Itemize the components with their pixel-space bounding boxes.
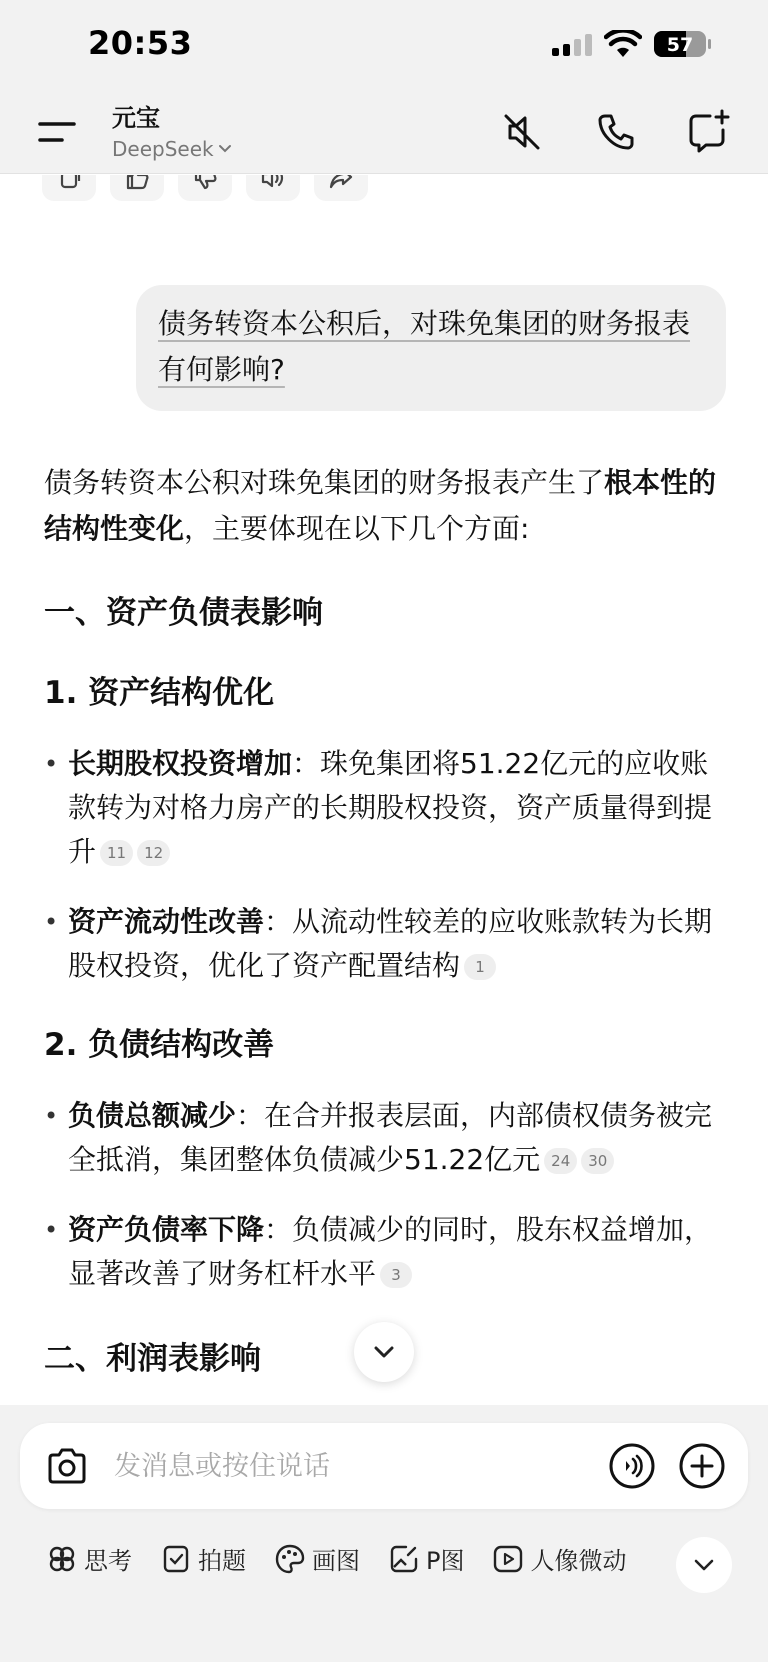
think-icon (46, 1543, 78, 1575)
thumbs-up-icon (124, 175, 150, 191)
citation-badge[interactable]: 3 (380, 1262, 412, 1288)
citation-badge[interactable]: 24 (544, 1148, 577, 1174)
message-input[interactable] (114, 1423, 594, 1509)
tool-label: 人像微动 (530, 1547, 627, 1575)
video-icon (492, 1543, 524, 1575)
copy-button[interactable] (42, 175, 96, 201)
citation-badge[interactable]: 1 (464, 954, 496, 980)
tool-label: 拍题 (198, 1547, 246, 1575)
cellular-signal-icon (552, 34, 594, 56)
model-selector[interactable] (112, 137, 232, 161)
model-name: DeepSeek (112, 137, 214, 161)
section-heading: 二、利润表影响 (44, 1341, 261, 1377)
chevron-down-icon (372, 1344, 396, 1360)
battery-level: 57 (666, 34, 694, 56)
dislike-button[interactable] (178, 175, 232, 201)
title-block (112, 98, 232, 161)
list-item: • 负债总额减少：在合并报表层面，内部债权债务被完全抵消，集团整体负债减少51.22亿元 24 30 (44, 1094, 724, 1182)
copy-icon (56, 175, 82, 191)
list-item: • 长期股权投资增加：珠免集团将51.22亿元的应收账款转为对格力房产的长期股权投资，资产质量得到提升 11 12 (44, 742, 724, 874)
chat-header (0, 90, 768, 174)
status-bar (0, 0, 768, 90)
user-message-bubble[interactable] (136, 285, 726, 411)
tool-label: 思考 (84, 1547, 132, 1575)
new-chat-icon[interactable] (684, 108, 732, 156)
read-aloud-button[interactable] (246, 175, 300, 201)
answer-intro: 债务转资本公积对珠免集团的财务报表产生了根本性的结构性变化，主要体现在以下几个方面: (44, 466, 717, 545)
chevron-down-icon (693, 1558, 715, 1572)
photo-question-icon (160, 1543, 192, 1575)
section-heading: 一、资产负债表影响 (44, 595, 323, 631)
share-icon (328, 175, 354, 191)
tool-image-edit-button[interactable] (388, 1541, 464, 1576)
mute-speaker-icon[interactable] (498, 108, 546, 156)
user-message-text: 债务转资本公积后，对珠免集团的财务报表有何影响? (158, 307, 691, 386)
composer (20, 1423, 748, 1509)
thumbs-down-icon (192, 175, 218, 191)
palette-icon (274, 1543, 306, 1575)
share-button[interactable] (314, 175, 368, 201)
camera-icon[interactable] (44, 1443, 90, 1489)
speaker-icon (260, 175, 286, 191)
subsection-heading: 1. 资产结构优化 (44, 675, 275, 711)
tool-photo-question-button[interactable] (160, 1541, 246, 1576)
chat-scroll-area[interactable] (0, 175, 768, 1405)
tool-portrait-motion-button[interactable] (492, 1541, 626, 1576)
citation-badge[interactable]: 11 (100, 840, 133, 866)
like-button[interactable] (110, 175, 164, 201)
image-edit-icon (388, 1543, 420, 1575)
scroll-to-bottom-button[interactable] (354, 1322, 414, 1382)
subsection-heading: 2. 负债结构改善 (44, 1027, 275, 1063)
composer-area (0, 1405, 768, 1662)
plus-icon[interactable] (678, 1442, 726, 1490)
list-item: • 资产流动性改善：从流动性较差的应收账款转为长期股权投资，优化了资产配置结构 1 (44, 900, 724, 988)
app-title: 元宝 (112, 104, 160, 132)
tool-think-button[interactable] (46, 1541, 132, 1576)
expand-tools-button[interactable] (676, 1537, 732, 1593)
tool-label: P图 (426, 1547, 465, 1575)
citation-badge[interactable]: 30 (581, 1148, 614, 1174)
message-actions (42, 175, 368, 201)
battery-icon (654, 31, 712, 57)
menu-icon[interactable] (38, 112, 80, 152)
tool-bar (46, 1541, 626, 1576)
list-item: • 资产负债率下降：负债减少的同时，股东权益增加，显著改善了财务杠杆水平 3 (44, 1208, 724, 1296)
assistant-answer (44, 460, 724, 1382)
citation-badge[interactable]: 12 (137, 840, 170, 866)
tool-draw-button[interactable] (274, 1541, 360, 1576)
chevron-down-icon (218, 144, 232, 154)
phone-icon[interactable] (592, 108, 640, 156)
tool-label: 画图 (312, 1547, 360, 1575)
wifi-icon (604, 30, 642, 58)
status-time: 20:53 (88, 24, 193, 62)
voice-call-icon[interactable] (608, 1442, 656, 1490)
